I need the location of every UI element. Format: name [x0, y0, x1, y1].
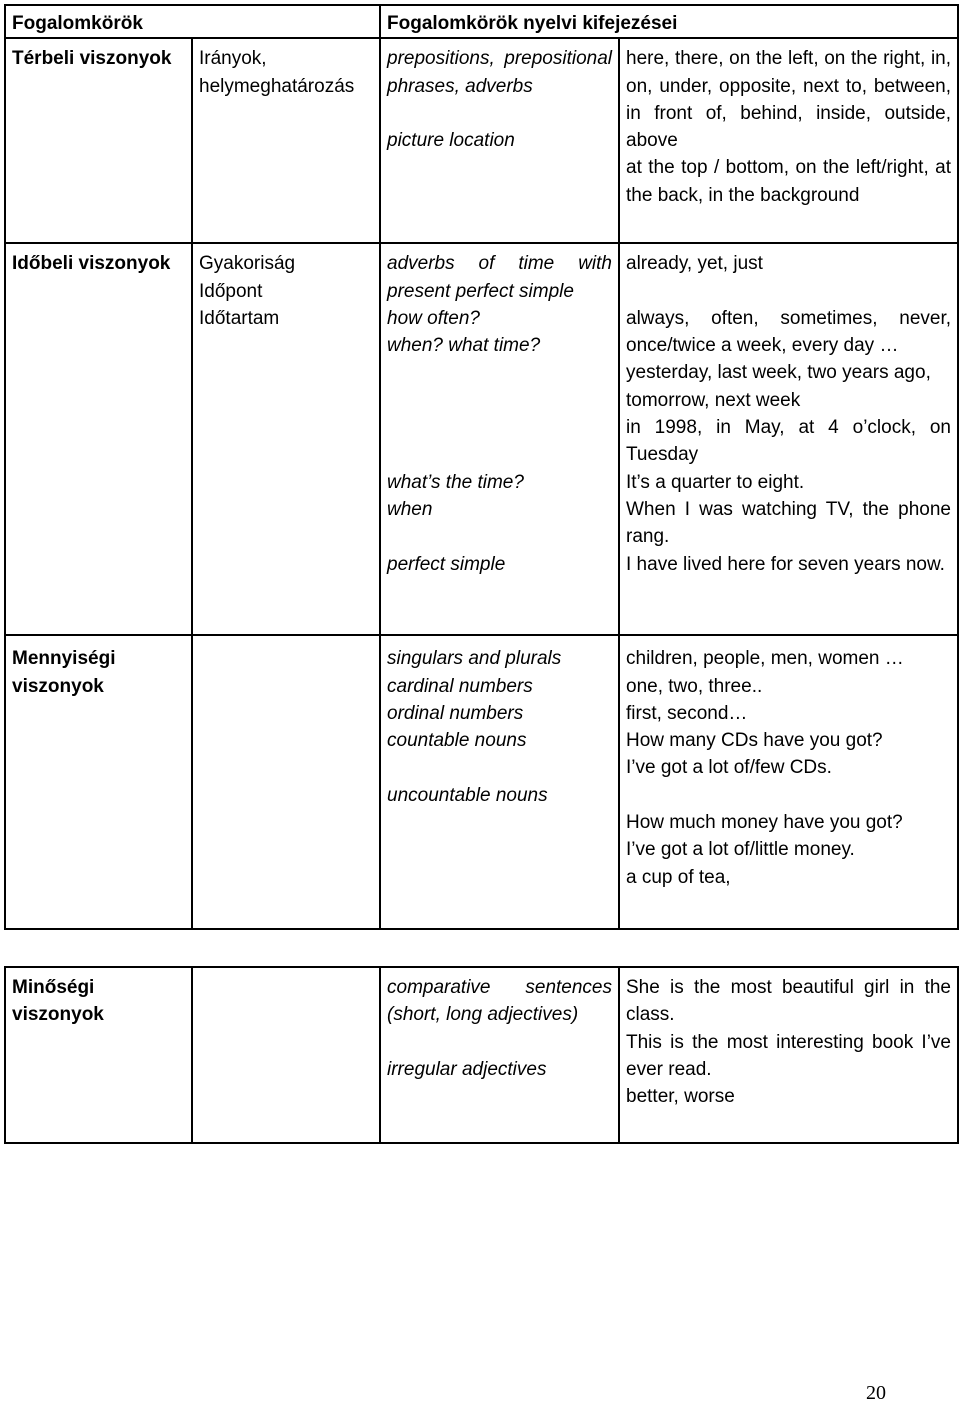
- examples-idobeli-8: I have lived here for seven years now.: [626, 553, 945, 575]
- grammar-terbeli: [380, 38, 619, 243]
- examples-idobeli-6: It’s a quarter to eight.: [626, 471, 805, 493]
- table-row-minosegi: [5, 967, 958, 1143]
- grammar-idobeli-3: when? what time?: [387, 335, 541, 357]
- examples-mennyisegi-2: one, two, three..: [626, 675, 763, 697]
- header-expressions: [380, 5, 958, 38]
- sub-idobeli-3: Időtartam: [199, 307, 280, 329]
- examples-mennyisegi-6: How much money have you got?: [626, 812, 903, 834]
- grammar-minosegi: [380, 967, 619, 1143]
- grammar-mennyisegi: [380, 635, 619, 929]
- examples-terbeli: [619, 38, 958, 243]
- grammar-terbeli-2: picture location: [387, 130, 515, 152]
- examples-mennyisegi: [619, 635, 958, 929]
- category-terbeli-text: Térbeli viszonyok: [12, 48, 172, 70]
- examples-minosegi-3: better, worse: [626, 1086, 735, 1108]
- sub-mennyisegi-empty: [192, 635, 380, 929]
- page-number: 20: [866, 1382, 886, 1404]
- examples-idobeli-1: already, yet, just: [626, 253, 763, 275]
- examples-mennyisegi-8: a cup of tea,: [626, 866, 731, 888]
- category-idobeli-text: Időbeli viszonyok: [12, 253, 171, 275]
- examples-minosegi-1: She is the most beautiful girl in the class.: [626, 977, 951, 1026]
- sub-idobeli-1: Gyakoriság: [199, 253, 296, 275]
- grammar-idobeli-5: when: [387, 498, 433, 520]
- sub-idobeli: [192, 243, 380, 635]
- sub-terbeli: [192, 38, 380, 243]
- table-row-mennyisegi: [5, 635, 958, 929]
- examples-mennyisegi-4: How many CDs have you got?: [626, 730, 883, 752]
- examples-terbeli-1: here, there, on the left, on the right, in, on, under, opposite, next to, between, in front of, behind, inside, outside, above: [626, 48, 952, 152]
- sub-idobeli-2: Időpont: [199, 280, 263, 302]
- examples-minosegi-2: This is the most interesting book I’ve ever read.: [626, 1031, 951, 1080]
- examples-mennyisegi-3: first, second…: [626, 702, 748, 724]
- quality-table: [4, 966, 959, 1144]
- grammar-mennyisegi-4: countable nouns: [387, 730, 527, 752]
- header-col1-text: Fogalomkörök: [12, 13, 143, 34]
- header-col3-text: Fogalomkörök nyelvi kifejezései: [387, 13, 678, 34]
- examples-mennyisegi-1: children, people, men, women …: [626, 648, 904, 670]
- grammar-terbeli-1: prepositions, prepositional phrases, adverbs: [387, 48, 612, 97]
- category-idobeli: [5, 243, 192, 635]
- grammar-idobeli-6: perfect simple: [387, 553, 506, 575]
- grammar-mennyisegi-3: ordinal numbers: [387, 702, 524, 724]
- category-terbeli: [5, 38, 192, 243]
- examples-mennyisegi-5: I’ve got a lot of/few CDs.: [626, 757, 832, 779]
- grammar-mennyisegi-1: singulars and plurals: [387, 648, 562, 670]
- header-categories: [5, 5, 380, 38]
- table-header-row: [5, 5, 958, 38]
- grammar-idobeli-4: what’s the time?: [387, 471, 524, 493]
- grammar-idobeli-1: adverbs of time with present perfect simple: [387, 253, 612, 302]
- category-mennyisegi-text: Mennyiségi viszonyok: [12, 648, 116, 697]
- examples-idobeli: [619, 243, 958, 635]
- grammar-idobeli: [380, 243, 619, 635]
- examples-mennyisegi-7: I’ve got a lot of/little money.: [626, 839, 855, 861]
- sub-terbeli-text: Irányok, helymeghatározás: [199, 48, 355, 97]
- grammar-mennyisegi-2: cardinal numbers: [387, 675, 533, 697]
- grammar-minosegi-2: irregular adjectives: [387, 1058, 547, 1080]
- grammar-mennyisegi-5: uncountable nouns: [387, 784, 548, 806]
- table-row-idobeli: [5, 243, 958, 635]
- category-minosegi: [5, 967, 192, 1143]
- category-minosegi-text: Minőségi viszonyok: [12, 977, 104, 1026]
- table-row-terbeli: [5, 38, 958, 243]
- grammar-minosegi-1: comparative sentences (short, long adjectives): [387, 977, 612, 1026]
- examples-minosegi: [619, 967, 958, 1143]
- sub-minosegi-empty: [192, 967, 380, 1143]
- examples-idobeli-7: When I was watching TV, the phone rang.: [626, 498, 952, 548]
- examples-idobeli-2: always, often, sometimes, never, once/twice a week, every day …: [626, 307, 952, 357]
- grammar-idobeli-2: how often?: [387, 307, 480, 329]
- examples-idobeli-5: in 1998, in May, at 4 o’clock, on Tuesday: [626, 417, 952, 466]
- examples-idobeli-4: tomorrow, next week: [626, 389, 801, 411]
- main-table: [4, 4, 959, 930]
- examples-idobeli-3: yesterday, last week, two years ago,: [626, 362, 931, 384]
- examples-terbeli-2: at the top / bottom, on the left/right, at the back, in the background: [626, 157, 952, 206]
- category-mennyisegi: [5, 635, 192, 929]
